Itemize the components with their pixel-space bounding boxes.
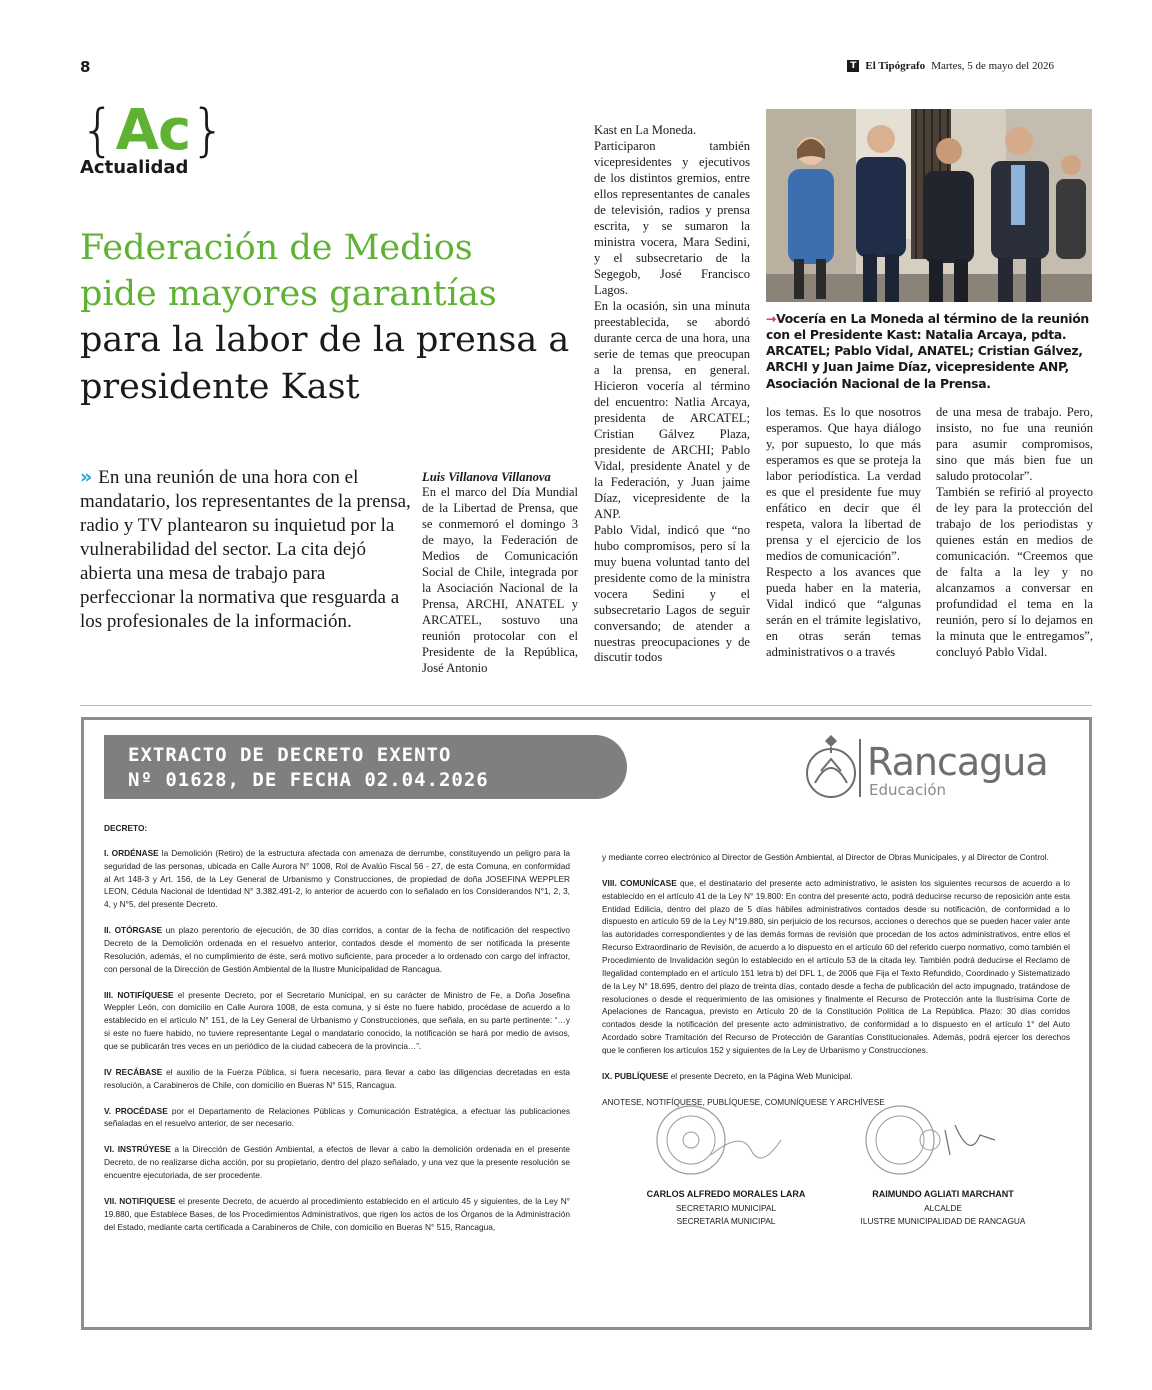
municipal-seal-icon <box>860 1100 1010 1180</box>
logo-subtitle: Educación <box>869 781 947 799</box>
decree-clause: III. NOTIFÍQUESE el presente Decreto, por el Secretario Municipal, en su carácter de Ministro de Fe, a Doña Josefina Weppler León, con domicilio en Calle Aurora 1008, de esta comuna, y si éste no fuere habido, procédase de acuerdo a lo establecido en el artículo N° 151, de la Ley General de Urbanismo y Construcciones, que señala, en su parte pertinente: “…y si este no fuere habido, no tuviere representante Legal o mandatario conocido, la notificación se hará por medio de avisos, que se publicarán tres veces en un periódico de la ciudad cabecera de la provincia…”. <box>104 989 570 1052</box>
decree-notice <box>81 717 1092 1330</box>
article-column-3 <box>766 405 921 661</box>
decree-clause: IX. PUBLÍQUESE el presente Decreto, en la Página Web Municipal. <box>602 1070 853 1081</box>
masthead-logo: T <box>847 60 859 72</box>
article-column-4 <box>936 405 1093 661</box>
paragraph: En la ocasión, sin una minuta preestablecida, se abordó durante cerca de una hora, una serie de temas que preocupan a la prensa, en general. Hicieron vocería al término del encuentro: Natlia Arcaya, presidenta de ARCATEL; Cristian Gálvez Plaza, presidente de ARCHI; Pablo Vidal, presidente Anatel y de la Federación, y Juan jaime Díaz, vicepresidente de la ANP. <box>594 298 750 521</box>
page-number: 8 <box>80 58 91 76</box>
signatory-name: RAIMUNDO AGLIATI MARCHANT <box>872 1189 1014 1199</box>
signature-block <box>616 1188 836 1228</box>
paragraph: Respecto a los avances que pueda haber en la materia, Vidal indicó que “algunas serán en el trámite legislativo, en otras serán temas administrativos o a través <box>766 564 921 659</box>
headline-line: Federación de Medios <box>80 228 473 268</box>
signature-block <box>833 1188 1053 1228</box>
headline-line: presidente Kast <box>80 366 360 407</box>
municipal-seal-icon <box>651 1100 801 1180</box>
decree-clause: V. PROCÉDASE por el Departamento de Relaciones Públicas y Comunicación Estratégica, a efectuar las publicaciones señaladas en el resuelvo anterior, de ser necesario. <box>104 1105 570 1129</box>
signatory-org: SECRETARÍA MUNICIPAL <box>676 1215 776 1226</box>
section-logo <box>80 98 226 178</box>
paragraph: los temas. Es lo que nosotros esperamos. Que haya diálogo y, por supuesto, lo que más esperamos es que se proteja la labor periodística. La verdad es que el presidente fue muy enfático en decir que él respeta, valora la libertad de prensa y el ejercicio de los medios de comunicación”. <box>766 405 921 563</box>
group-photo-illustration <box>766 109 1092 302</box>
paragraph: También se refirió al proyecto de ley para la protección del trabajo de los periodistas y quienes están en medios de comunicación. “Creemos que de falta a la ley y no alcanzamos a conversar en profundidad el tema en la reunión, pero sí lo dejamos en la minuta que le entregamos”, concluyó Pablo Vidal. <box>936 484 1093 659</box>
decree-heading: DECRETO: <box>104 823 148 833</box>
lead-marker-icon: » <box>80 466 93 488</box>
section-abbr: {Ac} <box>80 98 226 163</box>
article-column-1 <box>422 470 578 677</box>
logo-separator <box>859 739 861 797</box>
headline-line: para la labor de la prensa a <box>80 320 570 361</box>
masthead-name: El Tipógrafo <box>865 60 926 72</box>
photo-caption <box>766 311 1094 392</box>
article-column-2 <box>594 123 750 666</box>
rancagua-logo <box>801 733 1051 803</box>
decree-banner <box>104 735 627 799</box>
decree-clause: II. OTÓRGASE un plazo perentorio de ejecución, de 30 días corridos, a contar de la fecha de notificación del respectivo Decreto de la Demolición ordenada en el resuelvo anterior, contados desde el momento de ser notificada la presente Resolución, además, el no cumplimiento de éste, será motivo suficiente, para proceder a lo ordenado con cargo del infractor, con personal de la Dirección de Gestión Ambiental de la Ilustre Municipalidad de Rancagua. <box>104 925 570 974</box>
signatory-role: SECRETARIO MUNICIPAL <box>675 1202 777 1213</box>
banner-line: EXTRACTO DE DECRETO EXENTO <box>128 744 452 766</box>
signatory-role: ALCALDE <box>924 1202 962 1213</box>
signatory-name: CARLOS ALFREDO MORALES LARA <box>646 1189 806 1199</box>
banner-line: Nº 01628, DE FECHA 02.04.2026 <box>128 769 489 792</box>
decree-clause: VI. INSTRÚYESE a la Dirección de Gestión Ambiental, a efectos de llevar a cabo la demolición ordenada en el presente Decreto, de no realizarse dicha acción, por su propietario, dentro del plazo señalado, y una vez que la presente resolución se encuentre ejecutoriada, de ser procedente. <box>104 1144 570 1181</box>
caption-arrow-icon: → <box>766 311 777 326</box>
lead-text: En una reunión de una hora con el mandatario, los representantes de la prensa, radio y TV plantearon su inquietud por la vulnerabilidad del sector. La cita dejó abierta una mesa de trabajo para perfeccionar la normativa que resguarda a los profesionales de la información. <box>80 467 411 632</box>
section-label: Actualidad <box>80 157 189 178</box>
byline: Luis Villanova Villanova <box>422 470 551 484</box>
caption-text: Vocería en La Moneda al término de la reunión con el Presidente Kast: Natalia Arcaya, pdta. ARCATEL; Pablo Vidal, ANATEL; Cristian Gálvez, ARCHI y Juan Jaime Díaz, vicepresidente ANP, Asociación Nacional de la Prensa. <box>766 311 1089 391</box>
paragraph: En el marco del Día Mundial de la Libertad de Prensa, que se conmemoró el domingo 3 de mayo, la Federación de Medios de Comunicación Social de Chile, integrada por la Asociación Nacional de la Prensa, ARCHI, ANATEL y ARCATEL, sostuvo una reunión protocolar con el Presidente de la República, José Antonio <box>422 485 578 675</box>
decree-clause: VII. NOTIFIQUESE el presente Decreto, de acuerdo al procedimiento establecido en el articulo 45 y siguientes, de la Ley N° 19.880, que Establece Bases, de los Procedimientos Administrativos, que rigen los actos de los Órganos de la Administración del Estado, mediante carta certificada a Carabineros de Chile, con domicilio en Bueras N° 515, Rancagua, <box>104 1195 570 1232</box>
paragraph: Pablo Vidal, indicó que “no hubo compromisos, pero sí la muy buena voluntad tanto del presidente como de la ministra vocera Sedini y el subsecretario Lagos de seguir conversando; de atender a nuestras preocupaciones y de discutir todos <box>594 522 750 665</box>
paragraph: Participaron también vicepresidentes y ejecutivos de los distintos gremios, entre ellos representantes de canales de televisión, radios y prensa escrita, y se sumaron la ministra vocera, Mara Sedini, y el subsecretario de la Segegob, José Francisco Lagos. <box>594 138 750 297</box>
article-lead <box>80 466 420 634</box>
masthead <box>847 60 1054 72</box>
article-headline <box>80 225 580 410</box>
paragraph: Kast en La Moneda. <box>594 123 697 137</box>
logo-name: Rancagua <box>867 740 1048 784</box>
decree-clause: I. ORDÉNASE la Demolición (Retiro) de la estructura afectada con amenaza de derrumbe, constituyendo un peligro para la seguridad de las personas, ubicada en Calle Aurora N° 1008, Rol de Avalúo Fiscal 56 - 27, de esta Comuna, en conformidad al Art 148-3 y Art. 156, de la Ley General de Urbanismo y Construcciones, de propiedad de doña JOSEFINA WEPPLER LEON, Cédula Nacional de Identidad N° 3.382.491-2, lo anterior de acuerdo con lo señalado en los Considerandos N°1, 2, 3, 4, y N°5, del presente Decreto. <box>104 847 570 910</box>
paragraph: de una mesa de trabajo. Pero, insisto, no fue una reunión para asumir compromisos, sino que más bien fue un saludo protocolar”. <box>936 405 1093 483</box>
headline-line: pide mayores garantías <box>80 274 497 315</box>
issue-date: Martes, 5 de mayo del 2026 <box>931 60 1054 72</box>
signatory-org: ILUSTRE MUNICIPALIDAD DE RANCAGUA <box>860 1215 1026 1226</box>
decree-clause: IV RECÁBASE el auxilio de la Fuerza Pública, si fuera necesario, para llevar a cabo las diligencias decretadas en esta resolución, a Carabineros de Chile, con domicilio en Bueras N° 515, Rancagua. <box>104 1066 570 1090</box>
decree-closing: ANOTESE, NOTIFÍQUESE, PUBLÍQUESE, COMUNÍQUESE Y ARCHÍVESE <box>602 1096 885 1107</box>
decree-clause: y mediante correo electrónico al Director de Gestión Ambiental, al Director de Obras Municipales, y al Director de Control. <box>602 852 1049 862</box>
section-divider <box>80 705 1092 706</box>
decree-clause: VIII. COMUNÍCASE que, el destinatario del presente acto administrativo, le asisten los siguientes recursos de acuerdo a lo establecido en el artículo 41 de la Ley N° 19.800: En contra del presente acto, podrá deducirse recurso de reposición ante esta Entidad Edilicia, dentro del plazo de 5 días hábiles administrativos contados desde su notificación, de conformidad a lo dispuesto en artículo 59 de la Ley N°19.880, sin perjuicio de los recursos, acciones o derechos que se pueden hacer valer ante las autoridades correspondientes y de las demás formas de revisión que procedan de los actos administrativos, entre ellos el Recurso Extraordinario de Revisión, de acuerdo a lo dispuesto en el artículo 60 del referido cuerpo normativo, como también el Procedimiento de Invalidación según lo establecido en el artículo 53 de la citada ley. También podrá deducirse el Reclamo de Ilegalidad contemplado en el artículo 151 letra b) del DFL 1, de 2006 que Fija el Texto Refundido, Coordinado y Sistematizado de la Ley N° 18.695, dentro del plazo de treinta días, contado desde a fecha de publicación del acto impugnado, tratándose de resoluciones o desde el requerimiento de las omisiones y finalmente el Recurso de Protección ante la Ilustrísima Corte de Apelaciones de Rancagua, previsto en Artículo 20 de la Constitución Política de La República. Plazo: 30 días corridos contados desde la notificación del presente acto administrativo, de conformidad a lo dispuesto en el artículo 1° del Auto Acordado sobre Tramitación del Recurso de Protección de Garantías Constitucionales. Además, podrá ejercer los derechos que le confieren los artículos 152 y siguientes de la Ley de Urbanismo y Construcciones. <box>602 877 1070 1056</box>
article-photo <box>766 109 1092 302</box>
rancagua-emblem-icon <box>801 733 861 803</box>
decree-column-left <box>104 822 570 1246</box>
decree-column-right <box>602 851 1070 1122</box>
